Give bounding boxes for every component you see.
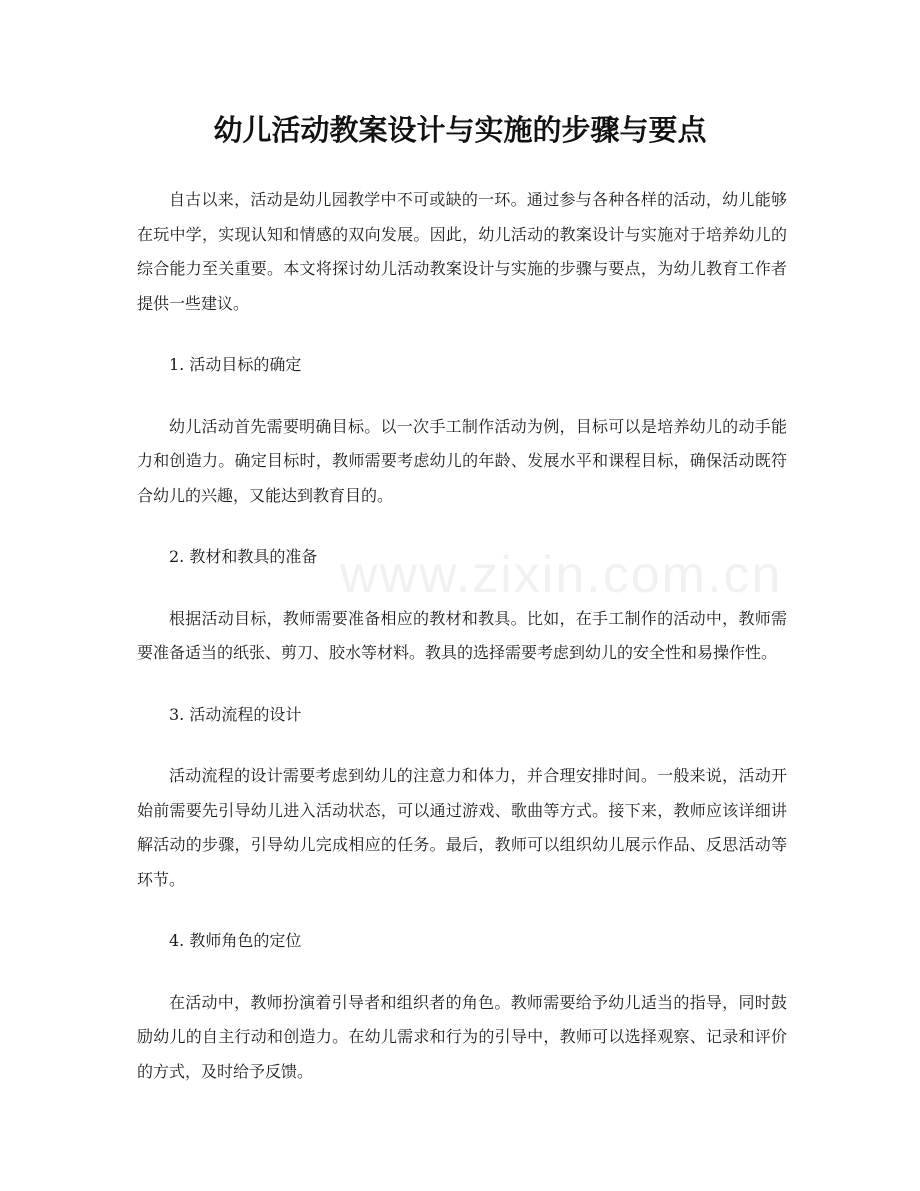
- document-body: [137, 183, 787, 1116]
- section-paragraph-1: 幼儿活动首先需要明确目标。以一次手工制作活动为例，目标可以是培养幼儿的动手能力和创造力。确定目标时，教师需要考虑幼儿的年龄、发展水平和课程目标，确保活动既符合幼儿的兴趣，又能达到教育目的。: [137, 416, 787, 505]
- section-heading-4: 4. 教师角色的定位: [169, 931, 302, 950]
- section-paragraph-4: 在活动中，教师扮演着引导者和组织者的角色。教师需要给予幼儿适当的指导，同时鼓励幼儿的自主行动和创造力。在幼儿需求和行为的引导中，教师可以选择观察、记录和评价的方式，及时给予反馈。: [137, 992, 787, 1081]
- watermark: www.zixin.com.cn: [340, 546, 783, 604]
- intro-paragraph: 自古以来，活动是幼儿园教学中不可或缺的一环。通过参与各种各样的活动，幼儿能够在玩中学，实现认知和情感的双向发展。因此，幼儿活动的教案设计与实施对于培养幼儿的综合能力至关重要。本文将探讨幼儿活动教案设计与实施的步骤与要点，为幼儿教育工作者提供一些建议。: [137, 190, 787, 313]
- section-paragraph-3: 活动流程的设计需要考虑到幼儿的注意力和体力，并合理安排时间。一般来说，活动开始前需要先引导幼儿进入活动状态，可以通过游戏、歌曲等方式。接下来，教师应该详细讲解活动的步骤，引导幼儿完成相应的任务。最后，教师可以组织幼儿展示作品、反思活动等环节。: [137, 766, 787, 889]
- document-title: 幼儿活动教案设计与实施的步骤与要点: [213, 113, 707, 147]
- section-heading-1: 1. 活动目标的确定: [169, 355, 302, 374]
- section-heading-3: 3. 活动流程的设计: [169, 704, 302, 724]
- section-paragraph-2: 根据活动目标，教师需要准备相应的教材和教具。比如，在手工制作的活动中，教师需要准备适当的纸张、剪刀、胶水等材料。教具的选择需要考虑到幼儿的安全性和易操作性。: [137, 608, 787, 662]
- section-heading-2: 2. 教材和教具的准备: [169, 547, 318, 566]
